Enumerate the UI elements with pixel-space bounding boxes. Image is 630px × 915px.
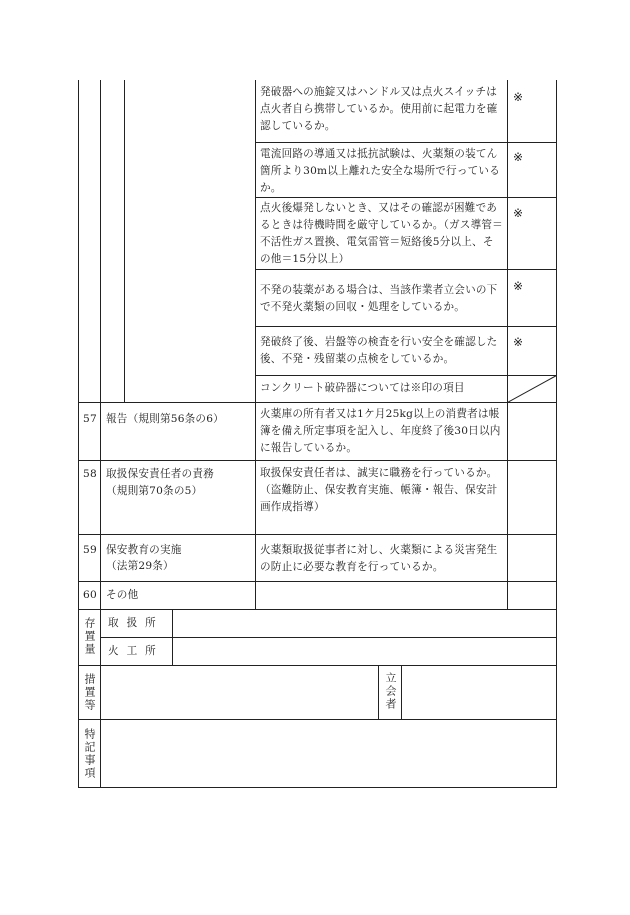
item-content: 火薬類取扱従事者に対し、火薬類による災害発生の防止に必要な教育を行っているか。 xyxy=(260,544,498,573)
storage-row-label: 火工所 xyxy=(108,645,164,657)
item-title: その他 xyxy=(106,589,139,601)
item-content: 火薬庫の所有者又は1ケ月25kg以上の消費者は帳簿を備え所定事項を記入し、年度終了後30日以内に報告しているか。 xyxy=(260,408,501,454)
measures-label: 措置等 xyxy=(83,673,96,712)
storage-row-label: 取扱所 xyxy=(108,617,164,629)
item-title: 報告（規則第56条の6） xyxy=(106,413,224,425)
check-item-text: 発破器への施錠又はハンドル又は点火スイッチは点火者自ら携帯しているか。使用前に起電力を確認しているか。 xyxy=(260,86,498,132)
item-title-reference: （規則第70条の5） xyxy=(106,485,203,497)
item-title: 取扱保安責任者の責務 xyxy=(106,468,214,480)
asterisk-mark: ※ xyxy=(513,335,524,349)
check-item-text: 点火後爆発しないとき、又はその確認が困難であるときは待機時間を厳守しているか。（ガス導管＝不活性ガス置換、電気雷管＝短絡後5分以上、その他＝15分以上） xyxy=(260,202,503,265)
row-divider-60-top xyxy=(78,581,557,582)
remarks-label: 特記事項 xyxy=(83,728,96,780)
witness-right-divider xyxy=(401,665,402,719)
row-divider-58-top xyxy=(78,460,557,461)
asterisk-mark: ※ xyxy=(513,90,524,104)
storage-label: 存置量 xyxy=(83,617,96,656)
item-number: 57 xyxy=(83,413,97,425)
item-content: 取扱保安責任者は、誠実に職務を行っているか。（盗難防止、保安教育実施、帳簿・報告、保安計画作成指導） xyxy=(260,467,498,513)
remarks-top xyxy=(78,719,557,720)
measures-top xyxy=(78,665,557,666)
item-number: 59 xyxy=(83,544,97,556)
storage-row-divider xyxy=(100,637,557,638)
check-item-text: 発破終了後、岩盤等の検査を行い安全を確認した後、不発・残留薬の点検をしているか。 xyxy=(260,336,498,365)
check-item-text: 不発の装薬がある場合は、当該作業者立会いの下で不発火薬類の回収・処理をしているか。 xyxy=(260,284,498,313)
item-number: 60 xyxy=(83,589,97,601)
asterisk-mark: ※ xyxy=(513,279,524,293)
check-item-text: コンクリート破砕器については※印の項目 xyxy=(260,382,465,394)
check-item-text: 電流回路の導通又は抵抗試験は、火薬類の装てん箇所より30m以上離れた安全な場所で行っているか。 xyxy=(260,148,500,194)
witness-left-divider xyxy=(378,665,379,719)
asterisk-mark: ※ xyxy=(513,150,524,164)
measures-label-divider xyxy=(100,665,101,788)
item-title-reference: （法第29条） xyxy=(106,560,174,572)
asterisk-mark: ※ xyxy=(513,206,524,220)
witness-label: 立会者 xyxy=(384,672,397,711)
item-title: 保安教育の実施 xyxy=(106,544,182,556)
col-no-divider-lower xyxy=(100,402,101,609)
item-number: 58 xyxy=(83,468,97,480)
row-divider-59-top xyxy=(78,534,557,535)
row-divider-57-top xyxy=(78,402,557,403)
row-divider-storage-top xyxy=(78,609,557,610)
